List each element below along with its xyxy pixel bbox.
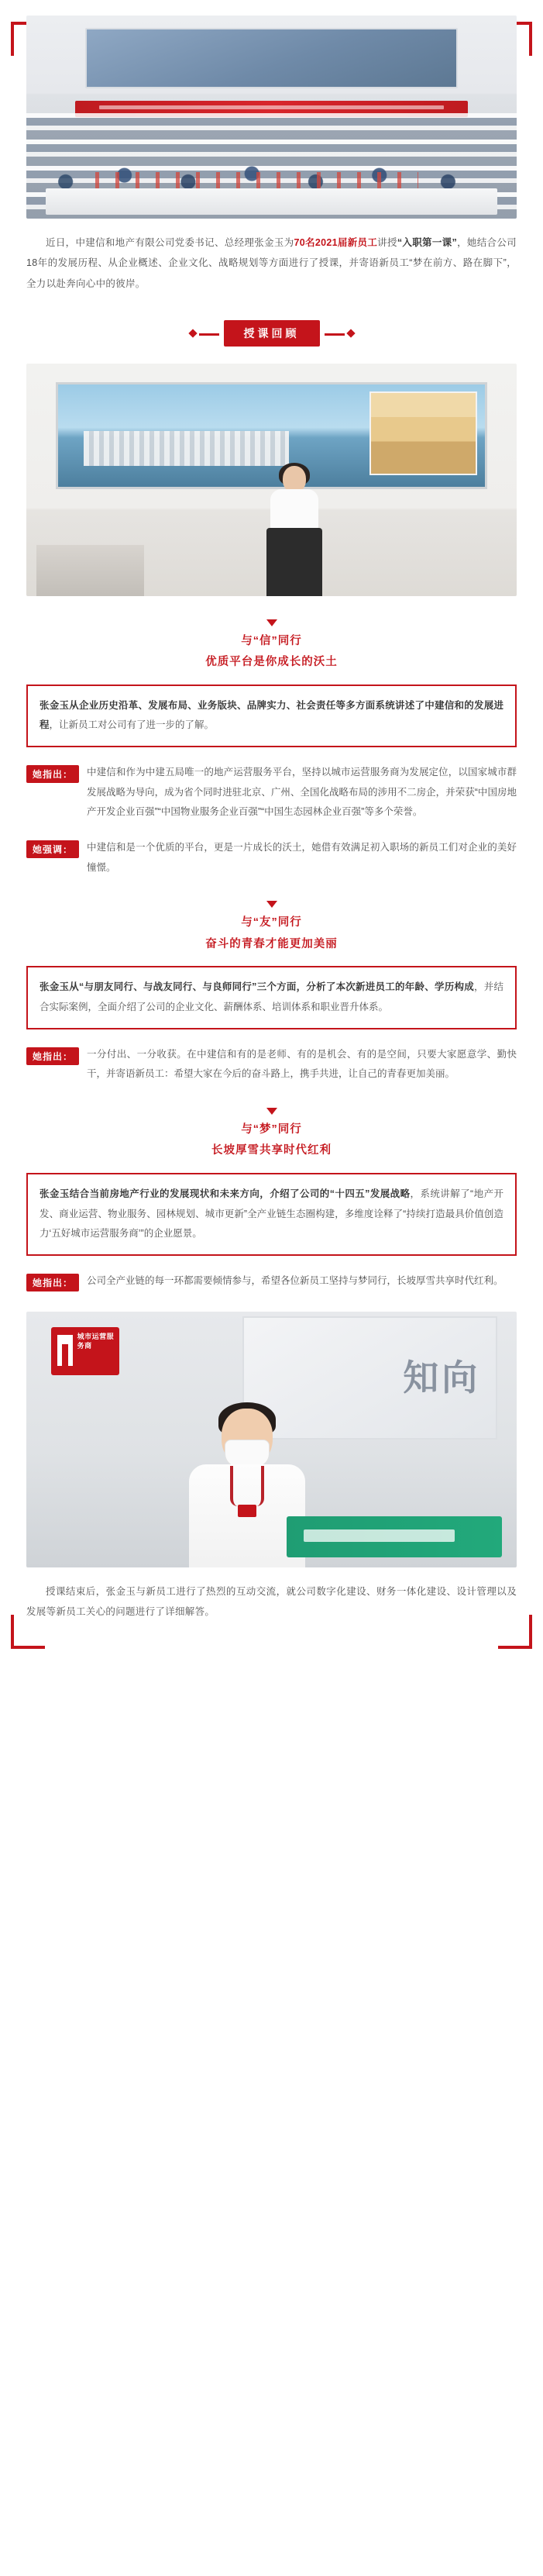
arrow-down-icon	[266, 1108, 277, 1115]
lead-text-1: 近日，中建信和地产有限公司党委书记、总经理张金玉为	[46, 237, 294, 248]
block-2-heading-main: 与“友”同行	[241, 916, 302, 929]
block-3-callout-tail: ，系统讲解了“地产开发、商业运营、物业服务、园林规划、城市更新”全产业链生态圈构建，多维度诠释了“持续打造最具价值创造力‘五好城市运营服务商’”的企业愿景。	[40, 1188, 503, 1240]
block-1-point-1-tag: 她指出：	[26, 765, 79, 783]
block-heading-1	[26, 619, 517, 674]
block-3-point-1	[26, 1271, 517, 1291]
closing-paragraph: 授课结束后，张金玉与新员工进行了热烈的互动交流，就公司数字化建设、财务一体化建设、设计管理以及发展等新员工关心的问题进行了详细解答。	[26, 1585, 517, 1618]
backdrop-screen-text: 知向	[403, 1357, 481, 1398]
lead-paragraph	[26, 233, 517, 294]
block-1-point-1	[26, 763, 517, 822]
section-title-ribbon	[224, 320, 320, 347]
arrow-down-icon	[266, 901, 277, 908]
block-2-point-1-body: 一分付出、一分收获。在中建信和有的是老师、有的是机会、有的是空间，只要大家愿意学、勤快干，并寄语新员工：希望大家在今后的奋斗路上，携手共进，让自己的青春更加美丽。	[87, 1048, 517, 1080]
hall-projection-screen	[85, 28, 458, 89]
block-3-heading-sub: 长坡厚雪共享时代红利	[211, 1144, 332, 1157]
speaker-on-stage-photo	[26, 364, 517, 596]
frame-corner-bottom-left-icon	[11, 1615, 45, 1649]
block-1-callout	[26, 685, 517, 747]
block-2-heading-sub: 奋斗的青春才能更加美丽	[205, 937, 338, 950]
employee-lanyard	[230, 1466, 264, 1506]
block-1-point-1-body: 中建信和作为中建五局唯一的地产运营服务平台，坚持以城市运营服务商为发展定位，以国家城市群发展战略为导向，成为省个同时进驻北京、广州、全国化战略布局的涉用不二房企，并荣获“中国房地产开发企业百强”“中国物业服务企业百强”“中国生态园林企业百强”等多个荣誉。	[87, 767, 517, 818]
block-2-callout-tail: ，并结合实际案例，全面介绍了公司的企业文化、薪酬体系、培训体系和职业晋升体系。	[40, 981, 503, 1012]
hall-front-desk	[46, 188, 497, 215]
employee-badge	[238, 1505, 256, 1517]
block-2-callout-bold: 张金玉从“与朋友同行、与战友同行、与良师同行”三个方面，分析了本次新进员工的年龄、学历构成	[40, 981, 474, 993]
face-mask-icon	[225, 1440, 270, 1467]
ribbon-diamond-left-icon	[188, 329, 197, 337]
block-1-callout-bold: 张金玉从企业历史沿革、发展布局、业务版块、品牌实力、社会责任等多方面系统讲述了中建信和的发展进程	[40, 699, 503, 731]
ribbon-diamond-right-icon	[346, 329, 355, 337]
block-1-point-2-body: 中建信和是一个优质的平台，更是一片成长的沃土，她借有效满足初入职场的新员工们对企业的美好憧憬。	[87, 841, 517, 873]
lead-highlight-course: “入职第一课”	[397, 237, 458, 248]
lead-highlight-count: 70名2021届新员工	[294, 237, 378, 248]
lead-text-2: 讲授	[377, 237, 397, 248]
stage-screen-side-panel	[369, 391, 477, 475]
new-employee-qa-photo	[26, 1312, 517, 1567]
block-3-point-1-body: 公司全产业链的每一环都需要倾情参与，希望各位新员工坚持与梦同行，长坡厚雪共享时代红利。	[87, 1274, 503, 1286]
block-2-point-1	[26, 1045, 517, 1085]
company-logo-text: 城市运营服务商	[77, 1332, 115, 1350]
conference-hall-photo	[26, 16, 517, 219]
section-title-wrap	[26, 320, 517, 347]
section-title-label: 授课回顾	[243, 326, 300, 340]
block-1-heading-main: 与“信”同行	[241, 634, 302, 647]
frame-corner-bottom-right-icon	[498, 1615, 532, 1649]
company-logo	[51, 1327, 119, 1375]
arrow-down-icon	[266, 619, 277, 626]
block-3-point-1-tag: 她指出：	[26, 1274, 79, 1291]
article-page	[0, 16, 543, 1655]
block-1-callout-tail: ，让新员工对公司有了进一步的了解。	[49, 719, 215, 731]
block-2-callout	[26, 966, 517, 1029]
block-2-point-1-tag: 她指出：	[26, 1047, 79, 1065]
block-1-point-2-tag: 她强调：	[26, 840, 79, 858]
stage-podium	[36, 545, 144, 596]
speaker-head	[283, 466, 306, 492]
block-3-callout-bold: 张金玉结合当前房地产行业的发展现状和未来方向，介绍了公司的“十四五”发展战略	[40, 1188, 411, 1199]
block-heading-3	[26, 1108, 517, 1162]
block-heading-2	[26, 901, 517, 955]
lead-text-3: ，她结合公司18年的发展历程、从企业概述、企业文化、战略规划等方面进行了授课，并寄语新员工“梦在前方、路在脚下”，全力以赴奔向心中的彼岸。	[26, 237, 517, 289]
green-banner	[287, 1516, 503, 1557]
speaker-skirt	[266, 528, 322, 596]
block-1-heading-sub: 优质平台是你成长的沃土	[205, 656, 338, 669]
block-3-heading-main: 与“梦”同行	[241, 1122, 302, 1136]
block-1-point-2	[26, 838, 517, 878]
block-3-callout	[26, 1173, 517, 1256]
speaker-figure	[252, 466, 337, 596]
speaker-top	[270, 489, 318, 529]
